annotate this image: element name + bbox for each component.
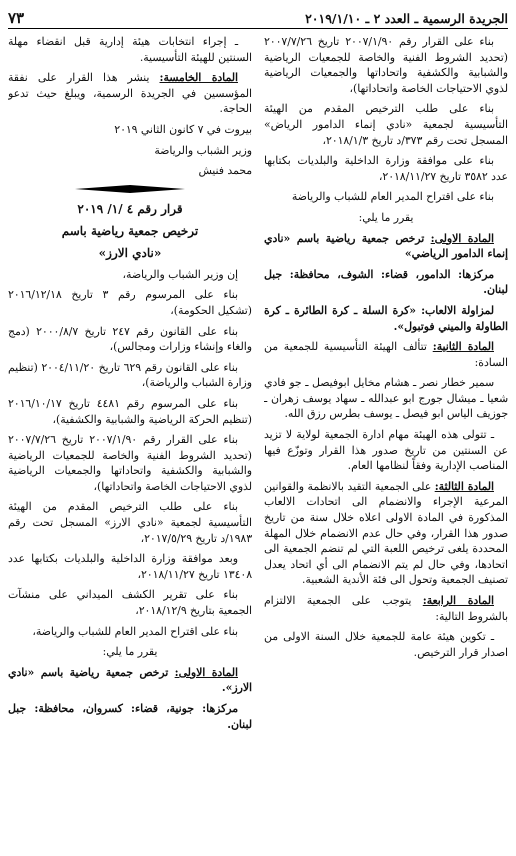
paragraph: بناء على القرار رقم ٢٠٠٧/١/٩٠ تاريخ ٢٠٠٧/٧/٢٦ (تحديد الشروط الفنية والخاصة للجمعيات الرياضية والشبابية والكشفية واتحاداتها والجمعيات الرياضية لذوي الاحتياجات الخاصة واتحاداتها)، [264, 35, 508, 95]
article-label: المادة الاولى: [174, 665, 238, 679]
article-4 [264, 593, 508, 624]
signature-title: وزير الشباب والرياضة [154, 143, 252, 157]
paragraph: بناء على موافقة وزارة الداخلية والبلديات بكتابها عدد ٣٥٨٢ تاريخ ٢٠١٨/١١/٢٧، [264, 154, 508, 183]
signature-name: محمد فنيش [198, 164, 252, 178]
article-label: المادة الرابعة: [422, 594, 494, 607]
article-1 [264, 231, 508, 262]
gazette-title: الجريدة الرسمية ـ العدد ٢ ـ ٢٠١٩/١/١٠ [305, 11, 508, 26]
decision-subject: ترخيص جمعية رياضية باسم [61, 223, 199, 238]
right-column [264, 34, 508, 850]
paragraph: بناء على اقتراح المدير العام للشباب والرياضة [291, 190, 494, 204]
decision-name: «نادي الارز» [98, 245, 162, 260]
headquarters: مركزها: جونية، قضاء: كسروان، محافظة: جبل لبنان. [8, 702, 252, 731]
article-label: المادة الثالثة: [434, 479, 494, 493]
signature-place-date: بيروت في ٧ كانون الثاني ٢٠١٩ [114, 122, 252, 136]
paragraph: بناء على القانون رقم ٦٢٩ تاريخ ٢٠٠٤/١١/٢٠ (تنظيم وزارة الشباب والرياضة)، [8, 360, 252, 390]
page-number: ٧٣ [8, 9, 25, 27]
article-text: ترخص جمعية رياضية باسم «نادي إنماء الدامور الرياضي» [264, 231, 508, 261]
founding-members: سمير خطار نصر ـ هشام مخايل ابوفيصل ـ جو فادي شعيا ـ ميشال جورج ابو عبدالله ـ سهاد يوسف زهران ـ جوزيف الياس ابو فيصل ـ يوسف بطرس رزق الله. [264, 376, 508, 421]
article-label: المادة الاولى: [430, 231, 494, 245]
page-header [8, 4, 508, 29]
article-5 [8, 70, 252, 117]
paragraph: بناء على القانون رقم ٢٤٧ تاريخ ٢٠٠٠/٨/٧ (دمج والغاء وإنشاء وزارات ومجالس)، [8, 324, 252, 354]
section-divider [8, 185, 252, 193]
divider-ornament [75, 185, 185, 193]
article-3 [264, 479, 508, 588]
paragraph: وبعد موافقة وزارة الداخلية والبلديات بكتابها عدد ١٣٤٠٨ تاريخ ٢٠١٨/١١/٢٧، [8, 552, 252, 581]
article-4-item: ـ إجراء انتخابات هيئة إدارية قبل انقضاء مهلة السنتين للهيئة التأسيسية. [8, 35, 252, 64]
article-text: ترخص جمعية رياضية باسم «نادي الارز». [8, 665, 252, 695]
paragraph: بناء على المرسوم رقم ٤٤٨١ تاريخ ٢٠١٦/١٠/١٧ (تنظيم الحركة الرياضية والشبابية والكشفية)، [8, 396, 252, 426]
decides-line: يقرر ما يلي: [102, 645, 158, 659]
paragraph: بناء على اقتراح المدير العام للشباب والرياضة، [32, 624, 238, 638]
games-line: لمزاولة الالعاب: «كرة السلة ـ كرة الطائرة ـ كرة الطاولة والميني فوتبول». [264, 303, 508, 333]
headquarters: مركزها: الدامور، قضاء: الشوف، محافظة: جبل لبنان. [264, 267, 508, 297]
decides-line: يقرر ما يلي: [358, 210, 414, 224]
article-text: على الجمعية التقيد بالانظمة والقوانين المرعية الإجراء والانضمام الى اتحادات الالعاب المذكورة في المادة الاولى اعلاه خلال سنة من تاريخ صدور هذا القرار، وفي حال عدم الانضمام خلال المهلة المحددة يلغى ترخيص اللعبة التي لم تنضم الجمعية الى اتحادها، وفي حال لم يتم الانضمام الى أي اتحاد يعدل تصنيف الجمعية وتحول الى فئة الأندية الشعبية. [264, 479, 508, 587]
paragraph: بناء على طلب الترخيص المقدم من الهيئة التأسيسية لجمعية «نادي الارز» المسجل تحت رقم ١٩٨٣/د تاريخ ٢٠١٧/٥/٢٩، [8, 500, 252, 545]
article-2 [264, 339, 508, 370]
article-text: تتألف الهيئة التأسيسية للجمعية من السادة: [264, 340, 508, 369]
article-label: المادة الخامسة: [159, 71, 238, 85]
paragraph: بناء على طلب الترخيص المقدم من الهيئة التأسيسية لجمعية «نادي إنماء الدامور الرياض» المسجل تحت رقم ٣٧٣/د تاريخ ٢٠١٨/١/٣، [264, 102, 508, 147]
article-label: المادة الثانية: [432, 340, 494, 354]
decision-number: قرار رقم ٤ /١/ ٢٠١٩ [77, 201, 183, 216]
paragraph: بناء على المرسوم رقم ٣ تاريخ ٢٠١٦/١٢/١٨ (تشكيل الحكومة)، [8, 288, 252, 317]
paragraph: بناء على تقرير الكشف الميداني على منشآت الجمعية بتاريخ ٢٠١٨/١٢/٩، [8, 588, 252, 618]
article-4-item: ـ تكوين هيئة عامة للجمعية خلال السنة الاولى من اصدار قرار الترخيص. [264, 630, 508, 659]
left-column [8, 34, 252, 850]
article-text: ينشر هذا القرار على نفقة المؤسسين في الجريدة الرسمية، ويبلغ حيث تدعو الحاجة. [8, 71, 252, 116]
article-2-extra: ـ تتولى هذه الهيئة مهام ادارة الجمعية لولاية لا تزيد عن السنتين من تاريخ صدور هذا القرار وتوزّع فيها المناصب الإدارية وفقاً لنظامها العام. [264, 428, 508, 473]
intro-line: إن وزير الشباب والرياضة، [122, 267, 238, 281]
article-text: يتوجب على الجمعية الالتزام بالشروط التالية: [264, 594, 508, 623]
paragraph: بناء على القرار رقم ٢٠٠٧/١/٩٠ تاريخ ٢٠٠٧/٧/٢٦ (تحديد الشروط الفنية والخاصة للجمعيات الرياضية والشبابية والكشفية واتحاداتها والجمعيات الرياضية لذوي الاحتياجات الخاصة واتحاداتها)، [8, 433, 252, 493]
article-1 [8, 665, 252, 696]
